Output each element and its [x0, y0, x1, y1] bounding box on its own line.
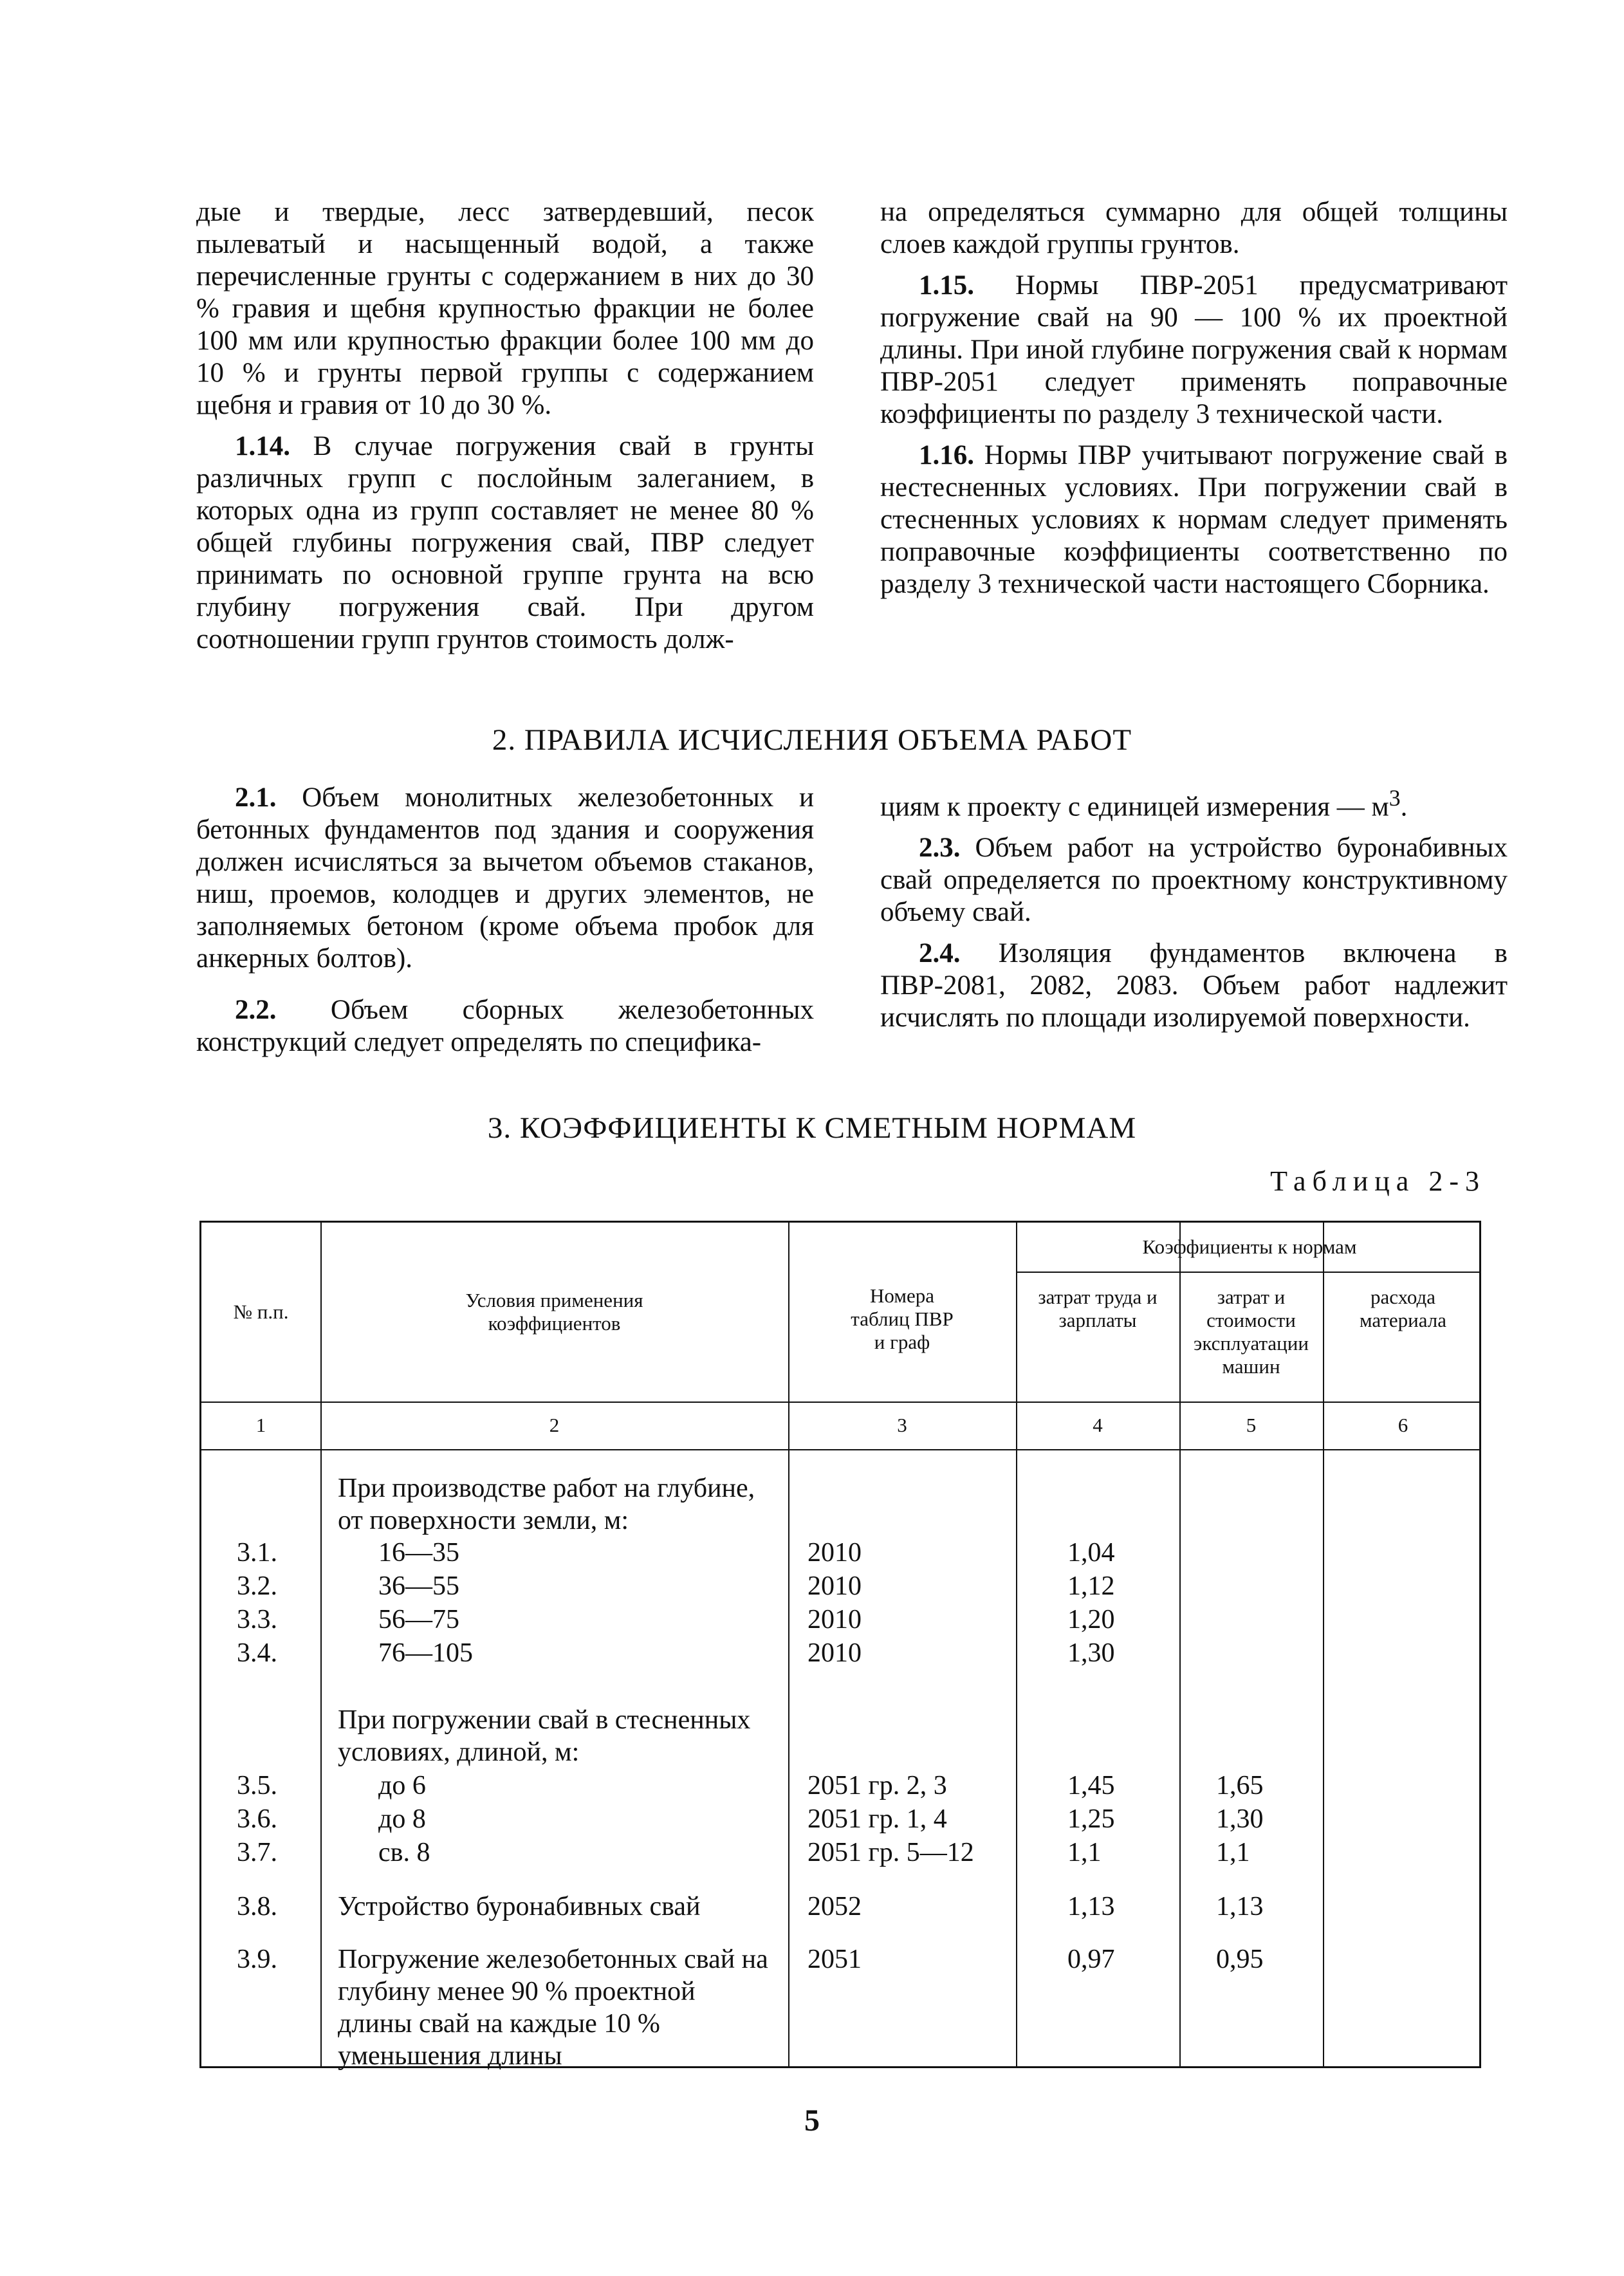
table-hline — [201, 1449, 1479, 1450]
row-table: 2010 — [807, 1605, 862, 1634]
row-condition: 36—55 — [378, 1571, 459, 1601]
row-labor: 1,30 — [1067, 1638, 1115, 1668]
row-labor: 1,04 — [1067, 1538, 1115, 1568]
row-labor: 1,13 — [1067, 1892, 1115, 1921]
row-machines: 1,13 — [1216, 1892, 1264, 1921]
intro-left-column — [196, 196, 814, 656]
col-number-5: 5 — [1246, 1414, 1257, 1436]
paragraph-text: В случае погружения свай в грунты различных групп с послойным залеганием, в которых одна из групп составляет не менее 80 % общей глубины погружения свай, ПВР следует принимать по основной группе грунта на всю глубину погружения свай. При другом соотношении групп грунтов стоимость долж- — [196, 431, 814, 654]
col-number-1: 1 — [255, 1414, 266, 1436]
paragraph-text: Объем сборных железобетонных конструкций следует определять по специфика- — [196, 995, 814, 1057]
row-labor: 1,25 — [1067, 1804, 1115, 1834]
row-table: 2051 гр. 5—12 — [807, 1838, 974, 1867]
row-condition: св. 8 — [378, 1838, 430, 1867]
section-3-title: 3. КОЭФФИЦИЕНТЫ К СМЕТНЫМ НОРМАМ — [487, 1111, 1137, 1145]
paragraph-1-14 — [196, 430, 814, 656]
row-condition: Устройство буронабивных свай — [338, 1892, 701, 1921]
paragraph-2-4 — [880, 938, 1508, 1034]
row-labor: 1,45 — [1067, 1771, 1115, 1800]
intro-right-column — [880, 196, 1508, 600]
row-machines: 0,95 — [1216, 1945, 1264, 1974]
row-table: 2051 гр. 2, 3 — [807, 1771, 947, 1800]
col-number-6: 6 — [1398, 1414, 1408, 1436]
col-number-4: 4 — [1093, 1414, 1103, 1436]
row-condition: 76—105 — [378, 1638, 473, 1668]
row-num: 3.4. — [237, 1638, 277, 1668]
row-table: 2010 — [807, 1571, 862, 1601]
paragraph-number: 2.3. — [919, 833, 961, 864]
paragraph-number: 1.16. — [919, 440, 974, 470]
row-condition: Погружение железобетонных свай на глубину менее 90 % проектной длины свай на каждые 10 % уменьшения длины — [338, 1945, 768, 2071]
row-condition: до 6 — [378, 1771, 426, 1800]
section-2-left-column — [196, 782, 814, 1059]
row-table: 2051 гр. 1, 4 — [807, 1804, 947, 1834]
row-table: 2051 — [807, 1945, 862, 1974]
paragraph-text: Нормы ПВР-2051 предусматривают погружение свай на 90 — 100 % их проектной длины. При иной глубине погружения свай к нормам ПВР-2051 следует применять поправочные коэффициенты по разделу 3 технической части. — [880, 270, 1508, 429]
row-labor: 1,12 — [1067, 1571, 1115, 1601]
group-title-depth: При производстве работ на глубине, от поверхности земли, м: — [338, 1474, 755, 1535]
row-num: 3.1. — [237, 1538, 277, 1568]
paragraph-2-3 — [880, 832, 1508, 929]
section-2-right-column — [880, 782, 1508, 1034]
group-title-cramped: При погружении свай в стесненных условиях, длиной, м: — [338, 1705, 751, 1767]
row-num: 3.8. — [237, 1892, 277, 1921]
coefficients-table — [199, 1221, 1481, 2071]
row-labor: 1,20 — [1067, 1605, 1115, 1634]
header-num: № п.п. — [233, 1300, 289, 1323]
superscript-3: 3 — [1389, 785, 1401, 811]
header-machines: затрат и стоимости эксплуатации машин — [1194, 1286, 1309, 1378]
row-labor: 0,97 — [1067, 1945, 1115, 1974]
col-number-2: 2 — [549, 1414, 560, 1436]
row-table: 2010 — [807, 1538, 862, 1568]
paragraph-2-2 — [196, 994, 814, 1059]
row-num: 3.2. — [237, 1571, 277, 1601]
table-label: Таблица 2-3 — [1270, 1165, 1486, 1197]
row-num: 3.6. — [237, 1804, 277, 1834]
paragraph-number: 1.14. — [235, 431, 290, 461]
paragraph-text: Нормы ПВР учитывают погружение свай в нестесненных условиях. При погружении свай в стесненных условиях к нормам следует применять поправочные коэффициенты соответственно по разделу 3 технической части настоящего Сборника. — [880, 440, 1508, 599]
header-labor: затрат труда и зарплаты — [1038, 1286, 1158, 1331]
header-coef-group: Коэффициенты к нормам — [1142, 1235, 1357, 1258]
row-machines: 1,30 — [1216, 1804, 1264, 1834]
header-material: расхода материала — [1359, 1286, 1447, 1331]
paragraph-number: 2.1. — [235, 782, 277, 813]
page-number: 5 — [804, 2104, 820, 2138]
row-condition: 16—35 — [378, 1538, 459, 1568]
paragraph-continuation: на определяться суммарно для общей толщины слоев каждой группы грунтов. — [880, 197, 1508, 259]
row-table: 2010 — [807, 1638, 862, 1668]
paragraph-number: 1.15. — [919, 270, 974, 301]
row-labor: 1,1 — [1067, 1838, 1102, 1867]
row-num: 3.7. — [237, 1838, 277, 1867]
continuation-text: циям к проекту с единицей измерения — м — [880, 791, 1389, 822]
paragraph-1-16 — [880, 439, 1508, 600]
row-table: 2052 — [807, 1892, 862, 1921]
header-conditions: Условия применения коэффициентов — [465, 1289, 643, 1335]
row-num: 3.5. — [237, 1771, 277, 1800]
col-number-3: 3 — [897, 1414, 907, 1436]
paragraph-1-15 — [880, 270, 1508, 430]
row-num: 3.3. — [237, 1605, 277, 1634]
paragraph-continuation — [880, 782, 1508, 823]
paragraph-2-1 — [196, 782, 814, 975]
row-num: 3.9. — [237, 1945, 277, 1974]
header-tables: Номера таблиц ПВР и граф — [851, 1284, 954, 1353]
paragraph-text: Объем работ на устройство буронабивных свай определяется по проектному конструктивному объему свай. — [880, 833, 1508, 928]
section-2-title: 2. ПРАВИЛА ИСЧИСЛЕНИЯ ОБЪЕМА РАБОТ — [492, 723, 1132, 757]
row-condition: 56—75 — [378, 1605, 459, 1634]
row-machines: 1,65 — [1216, 1771, 1264, 1800]
row-machines: 1,1 — [1216, 1838, 1250, 1867]
paragraph-text: Объем монолитных железобетонных и бетонных фундаментов под здания и сооружения должен исчисляться за вычетом объемов стаканов, ниш, проемов, колодцев и других элементов, не заполняемых бетоном (кроме объема пробок для анкерных болтов). — [196, 782, 815, 974]
paragraph-number: 2.2. — [235, 995, 277, 1025]
period: . — [1400, 791, 1408, 822]
paragraph-number: 2.4. — [919, 938, 961, 969]
paragraph-text: Изоляция фундаментов включена в ПВР-2081, 2082, 2083. Объем работ надлежит исчислять по площади изолируемой поверхности. — [880, 938, 1508, 1033]
row-condition: до 8 — [378, 1804, 426, 1834]
paragraph-continuation: дые и твердые, лесс затвердевший, песок пылеватый и насыщенный водой, а также перечисленные грунты с содержанием в них до 30 % гравия и щебня крупностью фракции не более 100 мм или крупностью фракции более 100 мм до 10 % и грунты первой группы с содержанием щебня и гравия от 10 до 30 %. — [196, 197, 814, 420]
